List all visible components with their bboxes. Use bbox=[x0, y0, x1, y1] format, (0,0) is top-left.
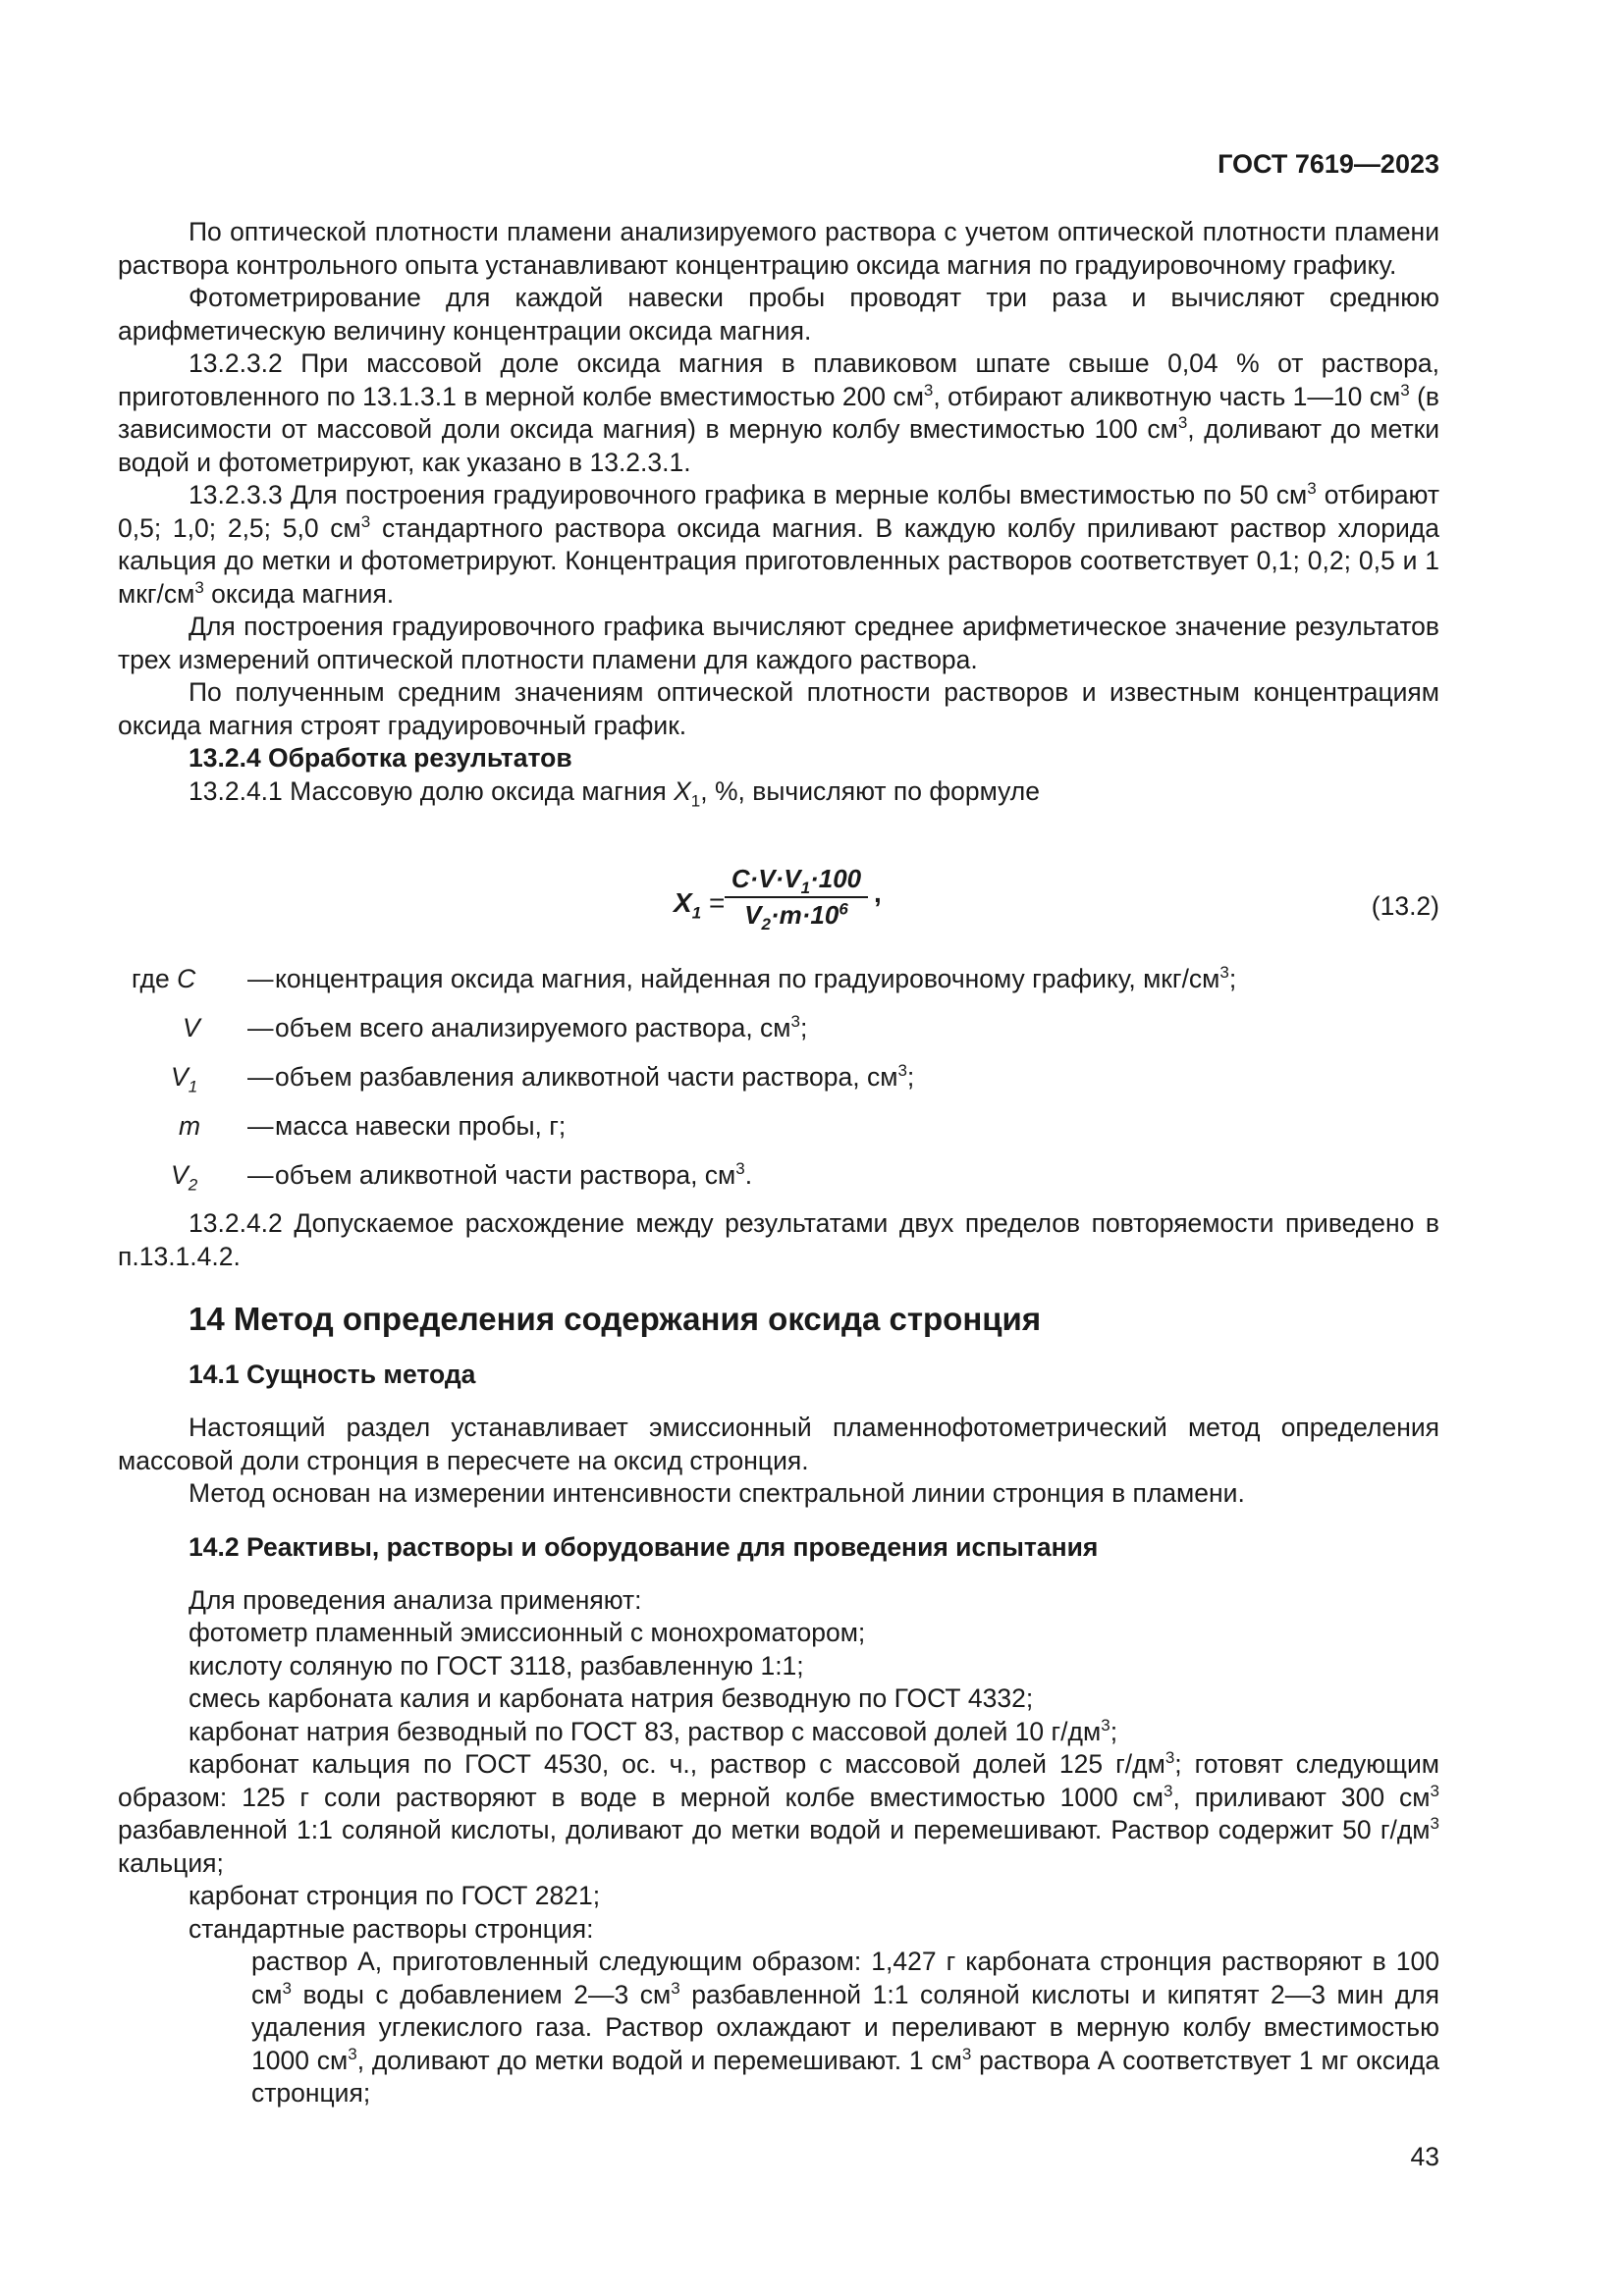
where-row: $V_2$ — объем аликвотной части раствора, $см^3$. bbox=[171, 1159, 753, 1195]
formula-13-2 bbox=[118, 864, 1439, 950]
list-item: карбонат стронция по ГОСТ 2821; bbox=[189, 1881, 601, 1910]
list-item: Для проведения анализа применяют: bbox=[189, 1584, 642, 1615]
where-row: m — масса навески пробы, г; bbox=[179, 1111, 567, 1141]
formula-comma: , bbox=[874, 878, 882, 908]
body-bottom bbox=[118, 1207, 1439, 2110]
document-page bbox=[118, 0, 1439, 2296]
page-number: 43 bbox=[1410, 2142, 1439, 2171]
list-item: карбонат натрия безводный по ГОСТ 83, раствор с массовой долей 10 $г/дм^3$; bbox=[189, 1715, 1118, 1746]
paragraph-13-2-4-1: 13.2.4.1 Массовую долю оксида магния $X_1$, %, вычисляют по формуле bbox=[189, 775, 1040, 810]
list-item: стандартные растворы стронция: bbox=[189, 1913, 594, 1944]
list-item: карбонат кальция по ГОСТ 4530, ос. ч., раствор с массовой долей 125 $г/дм^3$; готовят следующим образом: 125 г соли растворяют в воде в мерной колбе вместимостью 1000 $см^3$, приливают 300 $см^3$ разбавленной 1:1 соляной кислоты, доливают до метки водой и перемешивают. Раствор содержит 50 $г/дм^3$ кальция; bbox=[118, 1748, 1440, 1878]
list-item: фотометр пламенный эмиссионный с монохроматором; bbox=[189, 1618, 866, 1647]
paragraph-13-2-4-2: 13.2.4.2 Допускаемое расхождение между результатами двух пределов повторяемости приведено в п.13.1.4.2. bbox=[118, 1208, 1439, 1271]
list-subitem: раствор А, приготовленный следующим образом: 1,427 г карбоната стронция растворяют в 100 $см^3$ воды с добавлением 2—3 $см^3$ разбавленной 1:1 соляной кислоты и кипятят 2—3 мин для удаления углекислого газа. Раствор охлаждают и переливают в мерную колбу вместимостью 1000 $см^3$, доливают до метки водой и перемешивают. 1 $см^3$ раствора А соответствует 1 мг оксида стронция; bbox=[251, 1947, 1439, 2108]
where-row: $V_1$ — объем разбавления аликвотной части раствора, $см^3$; bbox=[171, 1061, 915, 1096]
formula-denominator: $V_2\cdot m\cdot 10^6$ bbox=[744, 899, 848, 934]
section-heading-14: 14 Метод определения содержания оксида стронция bbox=[189, 1301, 1042, 1337]
paragraph: Метод основан на измерении интенсивности спектральной линии стронция в пламени. bbox=[189, 1478, 1245, 1508]
paragraph-13-2-3-2: 13.2.3.2 При массовой доле оксида магния в плавиковом шпате свыше 0,04 % от раствора, приготовленного по 13.1.3.1 в мерной колбе вместимостью 200 $см^3$, отбирают аликвотную часть 1—10 $см^3$ (в зависимости от массовой доли оксида магния) в мерную колбу вместимостью 100 $см^3$, доливают до метки водой и фотометрируют, как указано в 13.2.3.1. bbox=[118, 348, 1440, 477]
heading-13-2-4: 13.2.4 Обработка результатов bbox=[189, 743, 572, 773]
paragraph: Настоящий раздел устанавливает эмиссионный пламеннофотометрический метод определения массовой доли стронция в пересчете на оксид стронция. bbox=[118, 1413, 1439, 1475]
standard-header: ГОСТ 7619—2023 bbox=[1218, 149, 1439, 179]
formula-number: (13.2) bbox=[1371, 891, 1439, 921]
body-top bbox=[118, 216, 1439, 808]
paragraph: Фотометрирование для каждой навески пробы проводят три раза и вычисляют среднюю арифметическую величину концентрации оксида магния. bbox=[118, 283, 1439, 346]
paragraph: По полученным средним значениям оптической плотности растворов и известным концентрациям оксида магния строят градуировочный график. bbox=[118, 677, 1439, 740]
fraction-line bbox=[725, 896, 868, 898]
where-row: где C — концентрация оксида магния, найденная по градуировочному графику, мкг/$см^3$; bbox=[132, 963, 1237, 993]
where-list bbox=[118, 964, 1439, 1209]
formula-numerator: $C\cdot V\cdot V_1\cdot 100$ bbox=[731, 864, 862, 898]
formula-lhs: $X_1$ = bbox=[674, 887, 726, 923]
list-item: смесь карбоната калия и карбоната натрия безводную по ГОСТ 4332; bbox=[189, 1683, 1034, 1713]
paragraph: Для построения градуировочного графика вычисляют среднее арифметическое значение результатов трех измерений оптической плотности пламени для каждого раствора. bbox=[118, 612, 1439, 674]
paragraph: По оптической плотности пламени анализируемого раствора с учетом оптической плотности пламени раствора контрольного опыта устанавливают концентрацию оксида магния по градуировочному графику. bbox=[118, 217, 1439, 280]
formula-fraction bbox=[725, 864, 868, 934]
heading-14-2: 14.2 Реактивы, растворы и оборудование для проведения испытания bbox=[189, 1531, 1099, 1562]
heading-14-1: 14.1 Сущность метода bbox=[189, 1360, 476, 1389]
where-row: V — объем всего анализируемого раствора, $см^3$; bbox=[183, 1012, 808, 1042]
list-item: кислоту соляную по ГОСТ 3118, разбавленную 1:1; bbox=[189, 1650, 804, 1681]
paragraph-13-2-3-3: 13.2.3.3 Для построения градуировочного графика в мерные колбы вместимостью по 50 $см^3$ отбирают 0,5; 1,0; 2,5; 5,0 $см^3$ стандартного раствора оксида магния. В каждую колбу приливают раствор хлорида кальция до метки и фотометрируют. Концентрация приготовленных растворов соответствует 0,1; 0,2; 0,5 и 1 мкг/$см^3$ оксида магния. bbox=[118, 479, 1439, 609]
